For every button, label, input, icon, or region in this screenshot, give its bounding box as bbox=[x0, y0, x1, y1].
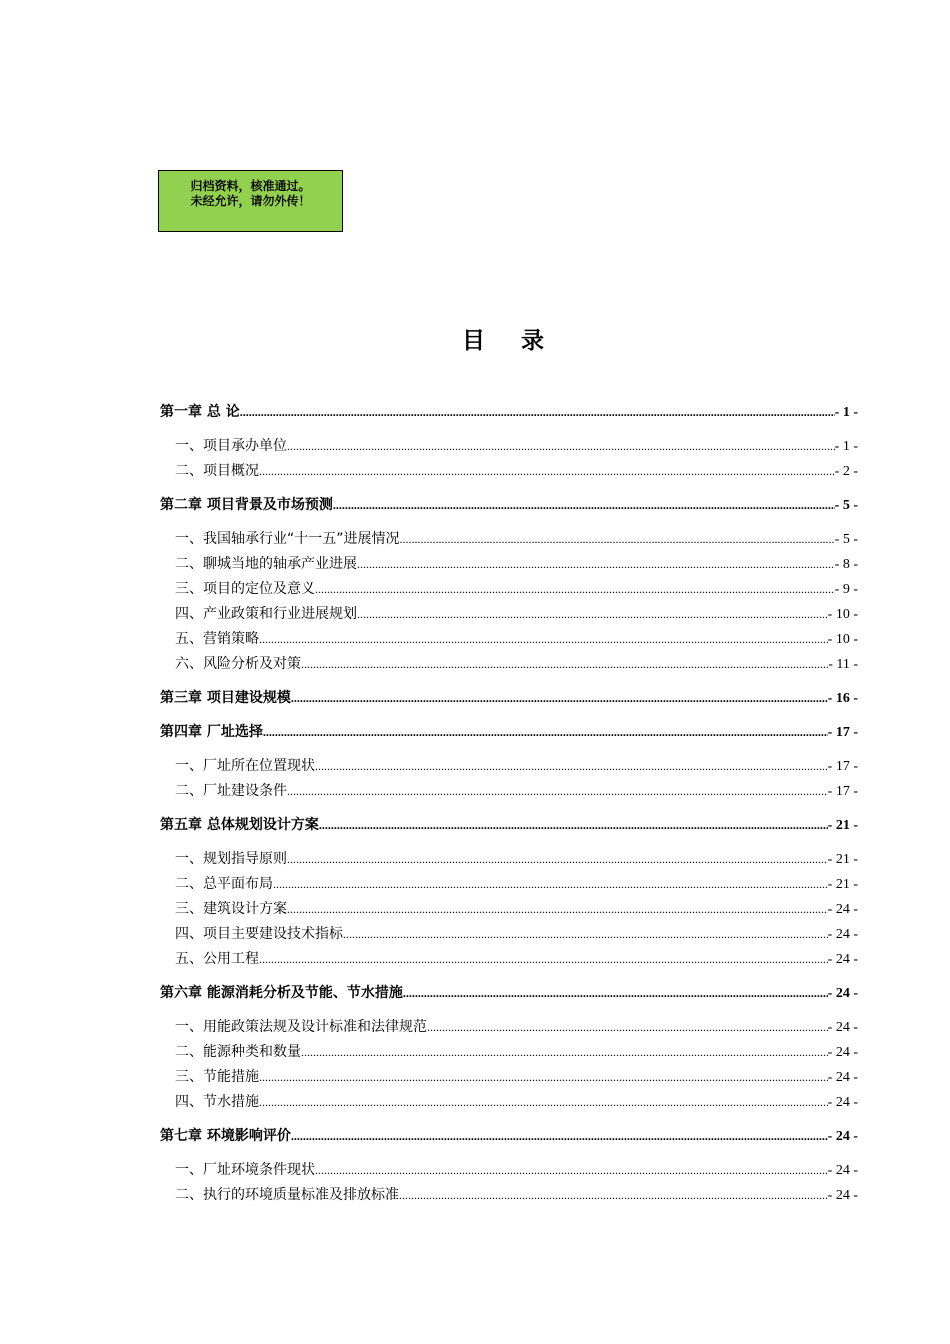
toc-entry-label: 一、厂址环境条件现状 bbox=[175, 1162, 315, 1178]
toc-entry-label: 二、执行的环境质量标准及排放标准 bbox=[175, 1187, 399, 1203]
toc-section-entry[interactable] bbox=[160, 947, 858, 972]
toc-page-number: - 24 - bbox=[827, 986, 858, 1001]
toc-page-number: - 9 - bbox=[834, 582, 858, 597]
toc-section-entry[interactable] bbox=[160, 1090, 858, 1115]
toc-page-number: - 24 - bbox=[827, 952, 858, 967]
toc-dot-leader bbox=[403, 981, 828, 1006]
toc-chapter-entry[interactable] bbox=[160, 720, 858, 745]
toc-chapter-entry[interactable] bbox=[160, 400, 858, 425]
toc-entry-label: 三、项目的定位及意义 bbox=[175, 581, 315, 597]
toc-section-entry[interactable] bbox=[160, 1065, 858, 1090]
toc-page-number: - 1 - bbox=[834, 405, 858, 420]
toc-page-number: - 11 - bbox=[828, 657, 858, 672]
toc-entry-label: 四、产业政策和行业进展规划 bbox=[175, 606, 357, 622]
toc-entry-label: 三、节能措施 bbox=[175, 1069, 259, 1085]
toc-page-number: - 24 - bbox=[827, 1045, 858, 1060]
toc-section-entry[interactable] bbox=[160, 652, 858, 677]
toc-page-number: - 17 - bbox=[827, 759, 858, 774]
toc-dot-leader bbox=[301, 652, 828, 677]
toc-page-number: - 5 - bbox=[834, 498, 858, 513]
toc-chapter-entry[interactable] bbox=[160, 813, 858, 838]
toc-page-number: - 21 - bbox=[827, 877, 858, 892]
toc-page-number: - 1 - bbox=[834, 439, 858, 454]
toc-chapter-entry[interactable] bbox=[160, 686, 858, 711]
toc-page-number: - 2 - bbox=[834, 464, 858, 479]
toc-entry-label: 第七章 环境影响评价 bbox=[160, 1128, 291, 1144]
toc-page-number: - 24 - bbox=[827, 927, 858, 942]
toc-section-entry[interactable] bbox=[160, 434, 858, 459]
toc-page-number: - 10 - bbox=[827, 632, 858, 647]
toc-entry-label: 五、公用工程 bbox=[175, 951, 259, 967]
toc-dot-leader bbox=[259, 627, 828, 652]
toc-section-entry[interactable] bbox=[160, 897, 858, 922]
toc-dot-leader bbox=[291, 1124, 828, 1149]
toc-entry-label: 一、规划指导原则 bbox=[175, 851, 287, 867]
toc-entry-label: 一、厂址所在位置现状 bbox=[175, 758, 315, 774]
toc-page-number: - 10 - bbox=[827, 607, 858, 622]
toc-page-number: - 24 - bbox=[827, 902, 858, 917]
archive-stamp bbox=[158, 170, 343, 232]
toc-dot-leader bbox=[315, 1158, 828, 1183]
toc-entry-label: 第五章 总体规划设计方案 bbox=[160, 817, 319, 833]
toc-entry-label: 第六章 能源消耗分析及节能、节水措施 bbox=[160, 985, 403, 1001]
toc-entry-label: 第一章 总 论 bbox=[160, 404, 240, 420]
toc-page-number: - 24 - bbox=[827, 1070, 858, 1085]
toc-dot-leader bbox=[273, 872, 828, 897]
toc-dot-leader bbox=[301, 1040, 828, 1065]
toc-dot-leader bbox=[399, 1183, 828, 1208]
toc-page-number: - 24 - bbox=[827, 1095, 858, 1110]
toc-entry-label: 第三章 项目建设规模 bbox=[160, 690, 291, 706]
toc-dot-leader bbox=[315, 577, 835, 602]
toc-page-number: - 21 - bbox=[827, 818, 858, 833]
toc-section-entry[interactable] bbox=[160, 1040, 858, 1065]
toc-dot-leader bbox=[287, 779, 828, 804]
toc-dot-leader bbox=[259, 1090, 828, 1115]
toc-chapter-entry[interactable] bbox=[160, 981, 858, 1006]
toc-section-entry[interactable] bbox=[160, 627, 858, 652]
toc-entry-label: 六、风险分析及对策 bbox=[175, 656, 301, 672]
stamp-line-2: 未经允许，请勿外传！ bbox=[190, 194, 311, 208]
toc-page-number: - 24 - bbox=[827, 1129, 858, 1144]
toc-dot-leader bbox=[319, 813, 828, 838]
toc-section-entry[interactable] bbox=[160, 1015, 858, 1040]
toc-entry-label: 一、项目承办单位 bbox=[175, 438, 287, 454]
toc-page-number: - 17 - bbox=[827, 725, 858, 740]
toc-dot-leader bbox=[357, 552, 835, 577]
toc-chapter-entry[interactable] bbox=[160, 493, 858, 518]
toc-entry-label: 第二章 项目背景及市场预测 bbox=[160, 497, 333, 513]
toc-page-number: - 21 - bbox=[827, 852, 858, 867]
toc-section-entry[interactable] bbox=[160, 1158, 858, 1183]
toc-section-entry[interactable] bbox=[160, 602, 858, 627]
toc-page-number: - 5 - bbox=[834, 532, 858, 547]
toc-section-entry[interactable] bbox=[160, 459, 858, 484]
toc-dot-leader bbox=[259, 947, 828, 972]
toc-dot-leader bbox=[427, 1015, 828, 1040]
toc-entry-label: 四、节水措施 bbox=[175, 1094, 259, 1110]
toc-dot-leader bbox=[333, 493, 835, 518]
toc-title: 目 录 bbox=[461, 328, 558, 354]
toc-entry-label: 四、项目主要建设技术指标 bbox=[175, 926, 343, 942]
toc-entry-label: 第四章 厂址选择 bbox=[160, 724, 263, 740]
toc-dot-leader bbox=[263, 720, 828, 745]
toc-dot-leader bbox=[259, 1065, 828, 1090]
toc-entry-label: 三、建筑设计方案 bbox=[175, 901, 287, 917]
toc-dot-leader bbox=[287, 847, 828, 872]
table-of-contents bbox=[160, 400, 858, 1208]
toc-dot-leader bbox=[315, 754, 828, 779]
toc-dot-leader bbox=[287, 897, 828, 922]
toc-dot-leader bbox=[357, 602, 828, 627]
toc-section-entry[interactable] bbox=[160, 922, 858, 947]
toc-entry-label: 二、能源种类和数量 bbox=[175, 1044, 301, 1060]
toc-entry-label: 二、聊城当地的轴承产业进展 bbox=[175, 556, 357, 572]
toc-dot-leader bbox=[291, 686, 828, 711]
toc-section-entry[interactable] bbox=[160, 527, 858, 552]
toc-page-number: - 24 - bbox=[827, 1188, 858, 1203]
toc-section-entry[interactable] bbox=[160, 754, 858, 779]
toc-page-number: - 16 - bbox=[827, 691, 858, 706]
toc-entry-label: 二、总平面布局 bbox=[175, 876, 273, 892]
toc-section-entry[interactable] bbox=[160, 1183, 858, 1208]
toc-dot-leader bbox=[259, 459, 835, 484]
toc-page-number: - 17 - bbox=[827, 784, 858, 799]
toc-entry-label: 一、我国轴承行业“十一五”进展情况 bbox=[175, 531, 400, 547]
toc-dot-leader bbox=[400, 527, 835, 552]
toc-entry-label: 二、厂址建设条件 bbox=[175, 783, 287, 799]
toc-entry-label: 一、用能政策法规及设计标准和法律规范 bbox=[175, 1019, 427, 1035]
toc-dot-leader bbox=[287, 434, 835, 459]
toc-dot-leader bbox=[343, 922, 828, 947]
toc-section-entry[interactable] bbox=[160, 552, 858, 577]
toc-page-number: - 24 - bbox=[827, 1020, 858, 1035]
toc-dot-leader bbox=[240, 400, 835, 425]
toc-section-entry[interactable] bbox=[160, 847, 858, 872]
stamp-line-1: 归档资料，核准通过。 bbox=[190, 179, 311, 193]
toc-page-number: - 24 - bbox=[827, 1163, 858, 1178]
toc-entry-label: 五、营销策略 bbox=[175, 631, 259, 647]
toc-section-entry[interactable] bbox=[160, 577, 858, 602]
toc-entry-label: 二、项目概况 bbox=[175, 463, 259, 479]
toc-section-entry[interactable] bbox=[160, 779, 858, 804]
toc-page-number: - 8 - bbox=[834, 557, 858, 572]
toc-section-entry[interactable] bbox=[160, 872, 858, 897]
toc-chapter-entry[interactable] bbox=[160, 1124, 858, 1149]
